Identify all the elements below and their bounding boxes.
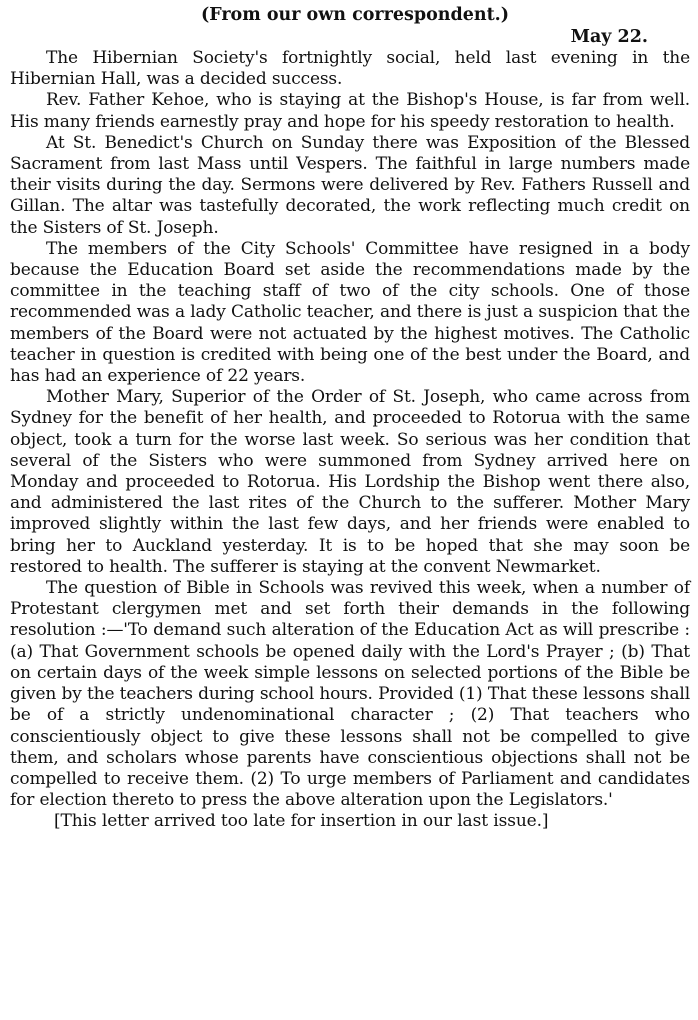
dateline: May 22. [570,27,648,47]
paragraph-mother-mary: Mother Mary, Superior of the Order of St. Joseph, who came across from Sydney for the benefit of her health, and proceeded to Rotorua with the same object, took a turn for the worse last week. So serious was her condition that several of the Sisters who were summoned from Sydney arrived here on Monday and proceeded to Rotorua. His Lordship the Bishop went there also, and administered the last rites of the Church to the sufferer. Mother Mary improved slightly within the last few days, and her friends were enabled to bring her to Auckland yesterday. It is to be hoped that she may soon be restored to health. The sufferer is staying at the convent Newmarket. [10,387,690,577]
paragraph-city-schools-committee: The members of the City Schools' Committee have resigned in a body because the Education Board set aside the recommendations made by the committee in the teaching staff of two of the city schools. One of those recommended was a lady Catholic teacher, and there is just a suspicion that the members of the Board were not actuated by the highest motives. The Catholic teacher in question is credited with being one of the best under the Board, and has had an experience of 22 years. [10,238,690,387]
paragraph-hibernian-social: The Hibernian Society's fortnightly social, held last evening in the Hibernian Hall, was a decided success. [10,48,690,90]
paragraph-st-benedicts: At St. Benedict's Church on Sunday there was Exposition of the Blessed Sacrament from last Mass until Vespers. The faithful in large numbers made their visits during the day. Sermons were delivered by Rev. Fathers Russell and Gillan. The altar was tastefully decorated, the work reflecting much credit on the Sisters of St. Joseph. [10,132,690,238]
paragraph-bible-in-schools: The question of Bible in Schools was revived this week, when a number of Protestant clergymen met and set forth their demands in the following resolution :—'To demand such alteration of the Education Act as will prescribe : (a) That Government schools be opened daily with the Lord's Prayer ; (b) That on certain days of the week simple lessons on selected portions of the Bible be given by the teachers during school hours. Provided (1) That these lessons shall be of a strictly undenominational character ; (2) That teachers who conscientiously object to give these lessons shall not be compelled to give them, and scholars whose parents have conscientious objections shall not be compelled to receive them. (2) To urge members of Parliament and candidates for election thereto to press the above alteration upon the Legislators.' [10,578,690,811]
paragraph-father-kehoe: Rev. Father Kehoe, who is staying at the Bishop's House, is far from well. His many friends earnestly pray and hope for his speedy restoration to health. [10,90,690,132]
correspondent-heading: (From our own correspondent.) [200,5,510,25]
editor-note: [This letter arrived too late for insertion in our last issue.] [54,811,549,832]
